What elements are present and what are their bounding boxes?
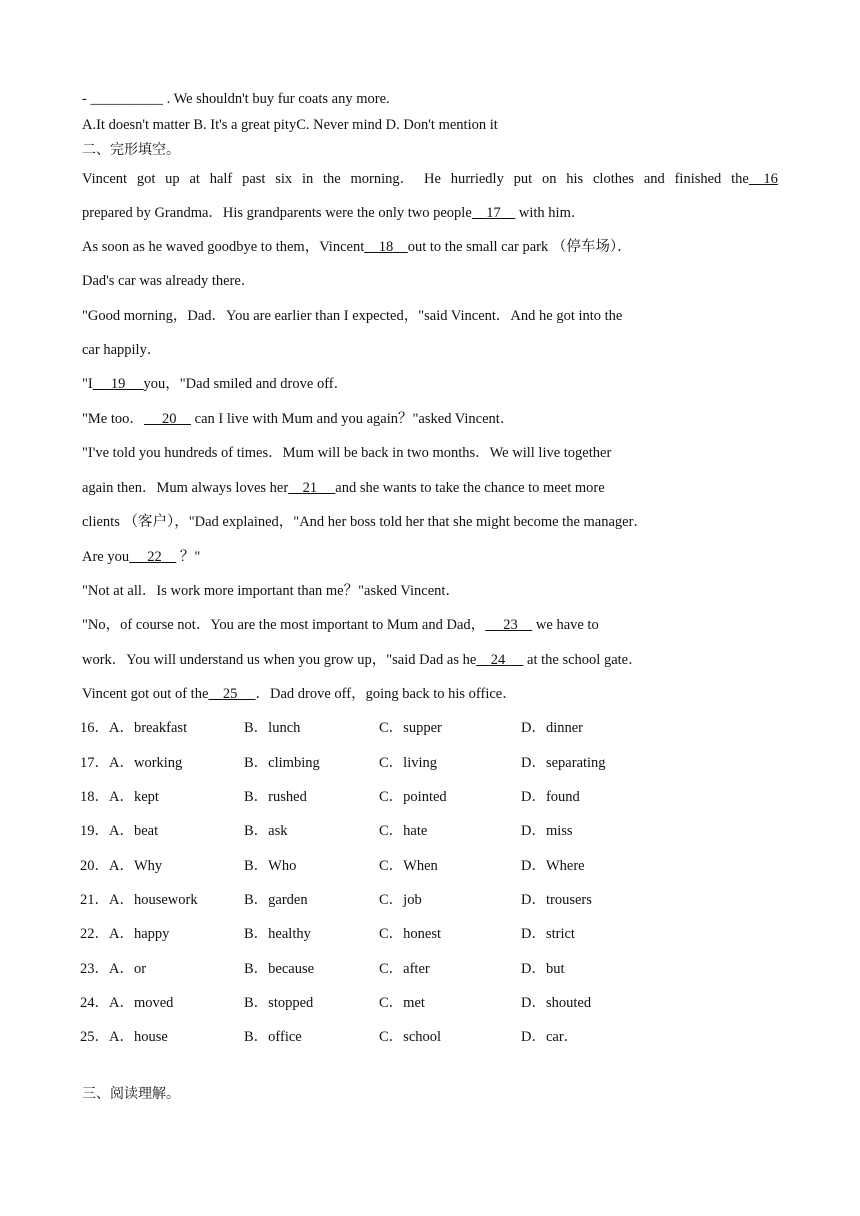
option-c: C．supper [379,720,442,736]
passage-line-14 [82,616,599,634]
passage-line-10 [82,479,605,497]
text: you，"Dad smiled and drove off． [143,376,349,392]
passage-word: the [323,171,341,187]
option-a: 25．A．house [80,1029,168,1045]
option-c: C．hate [379,823,428,839]
text: ？" [179,549,201,565]
option-d: D．shouted [521,995,592,1011]
blank-21: 21 [302,480,318,496]
option-row [80,788,780,806]
option-b: B．garden [244,892,308,908]
option-c: C．honest [379,926,442,942]
option-a: 20．A．Why [80,858,163,874]
text: ．Dad drove off，going back to his office． [255,686,517,702]
passage-line-11: clients （客户），"Dad explained，"And her boss told her that she might become the manager． [82,514,648,530]
text: work．You will understand us when you grow up，"said Dad as he [82,652,477,668]
option-c: C．living [379,755,438,771]
passage-line-13: "Not at all．Is work more important than me？"asked Vincent． [82,583,460,599]
option-d: D．but [521,961,565,977]
passage-word: his [566,171,584,187]
option-c: C．job [379,892,422,908]
passage-word: put [513,171,533,187]
option-c: C．after [379,961,430,977]
passage-word: He [423,171,441,187]
passage-word: past [242,171,266,187]
passage-line-15 [82,651,643,669]
option-a: 24．A．moved [80,995,174,1011]
blank-16 [749,171,778,187]
option-a: 18．A．kept [80,789,159,805]
option-d: D．miss [521,823,573,839]
passage-word: got [136,171,156,187]
option-row [80,719,780,737]
passage-line-7 [82,375,348,393]
option-c: C．When [379,858,438,874]
option-row [80,1028,780,1046]
blank-17: 17 [486,205,501,221]
option-a: 17．A．working [80,755,183,771]
passage-word: six [275,171,293,187]
passage-line-8 [82,410,514,428]
option-d: D．dinner [521,720,584,736]
blank-number: 16 [763,171,778,187]
option-a: 19．A．beat [80,823,159,839]
blank-20: 20 [162,411,177,427]
passage-line-9: "I've told you hundreds of times．Mum will be back in two months．We will live together [82,445,612,461]
option-b: B．stopped [244,995,314,1011]
passage-word: and [643,171,665,187]
text: out to the small car park （停车场）． [407,239,632,255]
passage-line-6: car happily． [82,342,162,358]
blank-19: 19 [110,376,126,392]
option-b: B．healthy [244,926,311,942]
option-b: B．climbing [244,755,320,771]
blank-22: 22 [147,549,162,565]
option-row [80,822,780,840]
option-row [80,857,780,875]
text: at the school gate． [527,652,643,668]
option-d: D．strict [521,926,575,942]
option-d: D．car． [521,1029,579,1045]
option-c: C．pointed [379,789,447,805]
passage-word: half [209,171,233,187]
passage-word: Vincent [82,171,128,187]
passage-word: clothes [592,171,635,187]
passage-line-2 [82,204,585,222]
option-d: D．found [521,789,580,805]
text: "No，of course not．You are the most important to Mum and Dad， [82,617,486,633]
option-a: 22．A．happy [80,926,170,942]
passage-line-4: Dad's car was already there． [82,273,256,289]
option-d: D．Where [521,858,585,874]
blank-24: 24 [490,652,506,668]
option-c: C．school [379,1029,442,1045]
text: Are you [82,549,130,565]
option-b: B．ask [244,823,288,839]
option-d: D．trousers [521,892,592,908]
section-heading-cloze: 二、完形填空。 [82,142,180,158]
option-b: B．Who [244,858,297,874]
passage-line-12 [82,548,200,566]
option-c: C．met [379,995,425,1011]
option-row [80,891,780,909]
text: "Me too． [82,411,144,427]
text: and she wants to take the chance to meet more [335,480,605,496]
option-row [80,994,780,1012]
passage-word: finished [674,171,722,187]
text: Vincent got out of the [82,686,209,702]
text: As soon as he waved goodbye to them，Vincent [82,239,365,255]
passage-line-1 [82,170,778,188]
passage-word: on [541,171,557,187]
blank-25: 25 [222,686,238,702]
passage-word: up [165,171,180,187]
text: "I [82,376,93,392]
passage-word: in [301,171,314,187]
passage-word: at [189,171,200,187]
text: prepared by Grandma．His grandparents were the only two people [82,205,472,221]
option-b: B．office [244,1029,302,1045]
passage-line-5: "Good morning，Dad．You are earlier than I expected，"said Vincent．And he got into the [82,308,623,324]
passage-word-with-blank [731,170,778,188]
blank-18: 18 [378,239,394,255]
section-heading-reading: 三、阅读理解。 [82,1086,180,1102]
option-d: D．separating [521,755,606,771]
passage-word: hurriedly [450,171,504,187]
option-a: 16．A．breakfast [80,720,188,736]
passage-line-16 [82,685,517,703]
option-a: 23．A．or [80,961,147,977]
text: with him． [518,205,586,221]
option-a: 21．A．housework [80,892,198,908]
question-stem: - __________ . We shouldn't buy fur coats any more. [82,91,390,107]
text: we have to [535,617,599,633]
option-row [80,754,780,772]
option-row [80,925,780,943]
option-b: B．because [244,961,315,977]
text: again then．Mum always loves her [82,480,289,496]
passage-word: the [731,171,749,187]
question-options: A.It doesn't matter B. It's a great pityC. Never mind D. Don't mention it [82,117,498,133]
option-b: B．lunch [244,720,301,736]
blank-23: 23 [503,617,518,633]
option-b: B．rushed [244,789,307,805]
option-row [80,960,780,978]
text: can I live with Mum and you again？"asked Vincent． [194,411,515,427]
passage-word: morning． [350,171,415,187]
passage-line-3 [82,238,632,256]
